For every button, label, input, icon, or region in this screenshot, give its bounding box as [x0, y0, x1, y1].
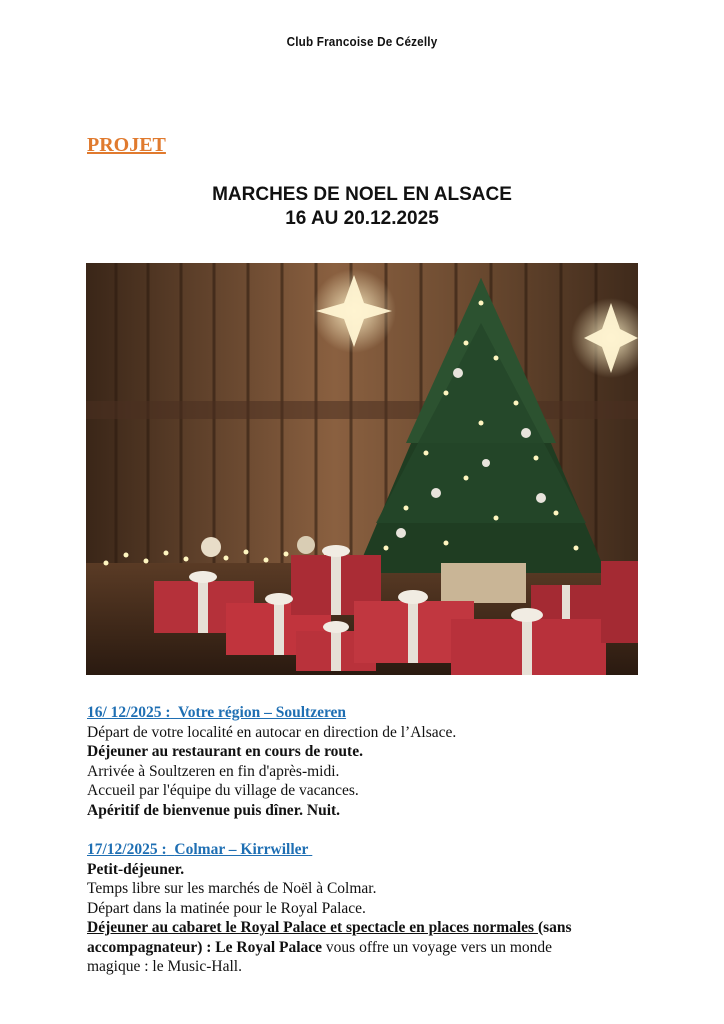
day-2-date: 17/12/2025 :	[87, 841, 167, 858]
day-1-line-2: Déjeuner au restaurant en cours de route.	[87, 743, 363, 760]
day-1	[87, 703, 647, 820]
day-2-heading	[87, 840, 647, 860]
day-1-heading	[87, 703, 647, 723]
day-2-cabaret-underlined: Déjeuner au cabaret le Royal Palace et spectacle en places normales	[87, 919, 538, 936]
section-label: PROJET	[87, 134, 166, 156]
day-2-cabaret-rest-2: vous offre un voyage vers un monde	[322, 938, 553, 956]
day-2	[87, 840, 647, 977]
title-line-1: MARCHES DE NOEL EN ALSACE	[212, 184, 512, 205]
day-2-place: Colmar – Kirrwiller	[174, 841, 309, 858]
christmas-tree-photo	[86, 263, 638, 675]
day-2-cabaret-line-3: magique : le Music-Hall.	[87, 958, 242, 975]
day-1-line-5: Apéritif de bienvenue puis dîner. Nuit.	[87, 801, 341, 819]
day-2-cabaret-bold: accompagnateur) : Le Royal Palace	[87, 938, 323, 956]
day-2-cabaret-line-2	[87, 938, 647, 958]
christmas-tree-illustration	[86, 263, 638, 675]
day-1-line-4: Accueil par l'équipe du village de vacances.	[87, 782, 359, 799]
page-title	[0, 183, 724, 231]
club-name: Club Francoise De Cézelly	[286, 34, 438, 49]
day-1-place: Votre région – Soultzeren	[178, 704, 347, 721]
title-line-2: 16 AU 20.12.2025	[285, 208, 439, 229]
day-1-date: 16/ 12/2025 :	[87, 704, 171, 721]
day-1-line-1: Départ de votre localité en autocar en direction de l’Alsace.	[87, 723, 457, 741]
day-2-cabaret-line-1	[87, 918, 647, 938]
day-2-cabaret-rest: (sans	[537, 919, 572, 936]
day-2-line-1: Petit-déjeuner.	[87, 860, 185, 878]
day-2-line-2: Temps libre sur les marchés de Noël à Colmar.	[87, 880, 377, 897]
day-2-line-3: Départ dans la matinée pour le Royal Palace.	[87, 899, 366, 917]
day-1-line-3: Arrivée à Soultzeren en fin d'après-midi.	[87, 762, 340, 780]
